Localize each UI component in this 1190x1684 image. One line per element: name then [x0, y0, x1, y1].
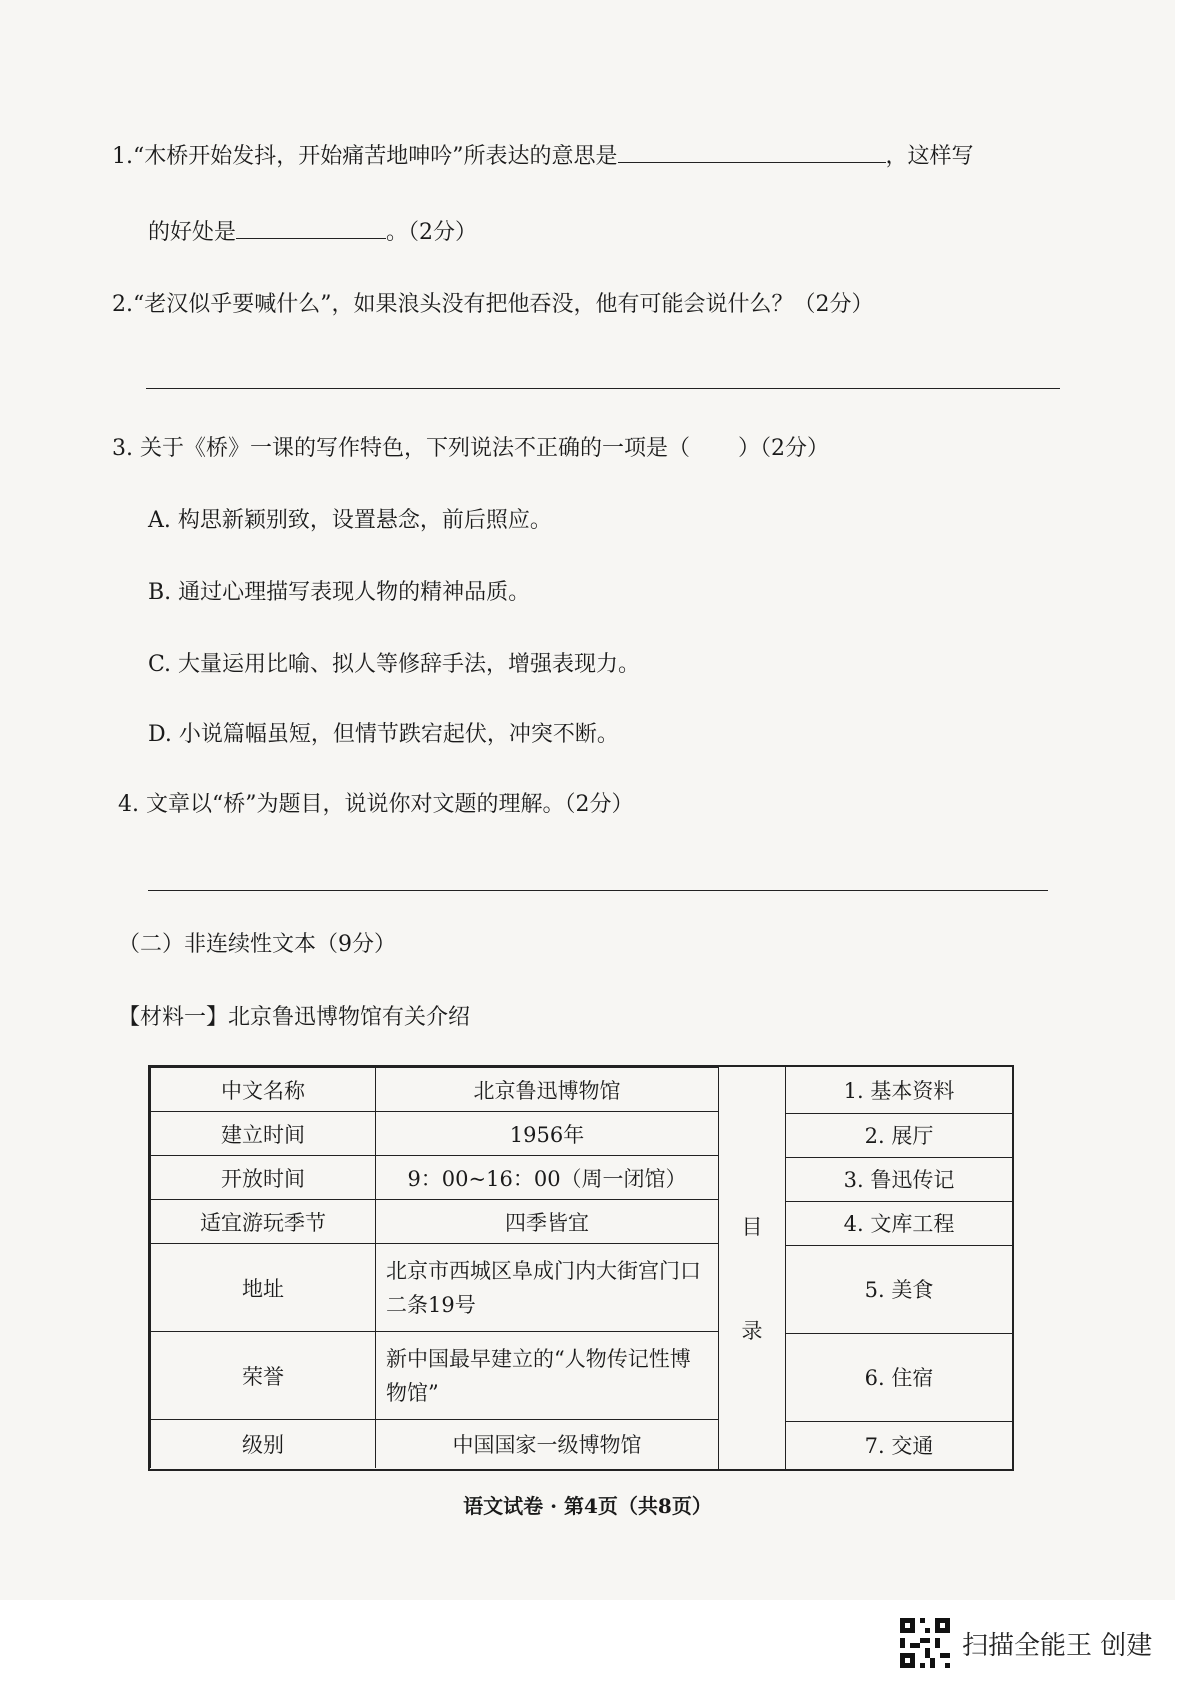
table-value: 北京鲁迅博物馆 — [376, 1068, 719, 1112]
question-3 — [112, 434, 829, 464]
table-value: 中国国家一级博物馆 — [376, 1420, 719, 1468]
toc-row — [786, 1067, 1012, 1113]
table-row — [151, 1244, 719, 1332]
table-value: 北京市西城区阜成门内大街宫门口二条19号 — [376, 1244, 719, 1332]
table-value: 新中国最早建立的“人物传记性博物馆” — [376, 1332, 719, 1420]
toc-row — [786, 1245, 1012, 1333]
table-label: 开放时间 — [151, 1156, 376, 1200]
toc-row — [786, 1333, 1012, 1421]
section-heading: （二）非连续性文本（9分） — [118, 932, 396, 957]
toc-row — [786, 1201, 1012, 1245]
museum-info-table — [148, 1065, 1014, 1471]
answer-blank-1[interactable] — [618, 140, 886, 163]
question-2: 2.“老汉似乎要喊什么”，如果浪头没有把他吞没，他有可能会说什么？（2分） — [112, 292, 874, 317]
option-b[interactable]: B. 通过心理描写表现人物的精神品质。 — [148, 580, 531, 605]
toc-item: 7. 交通 — [864, 1434, 934, 1459]
info-table — [150, 1067, 719, 1468]
table-row — [151, 1068, 719, 1112]
table-label: 适宜游玩季节 — [151, 1200, 376, 1244]
table-row — [151, 1332, 719, 1420]
material-title: 【材料一】北京鲁迅博物馆有关介绍 — [118, 1005, 471, 1030]
table-row — [151, 1200, 719, 1244]
table-label: 级别 — [151, 1420, 376, 1468]
toc-item: 5. 美食 — [786, 1245, 1012, 1333]
question-1-line-2 — [148, 216, 477, 248]
table-label: 中文名称 — [151, 1068, 376, 1112]
toc-label-column — [718, 1067, 786, 1469]
toc-item: 1. 基本资料 — [786, 1067, 1012, 1113]
toc-row — [786, 1113, 1012, 1157]
option-a[interactable]: A. 构思新颖别致，设置悬念，前后照应。 — [148, 508, 552, 533]
scanner-text: 扫描全能王 创建 — [962, 1630, 1153, 1661]
table-label: 地址 — [151, 1244, 376, 1332]
answer-line-q4[interactable] — [148, 890, 1048, 891]
answer-line-q2[interactable] — [146, 388, 1060, 389]
toc-item: 6. 住宿 — [786, 1333, 1012, 1421]
question-1-text-end: ，这样写 — [885, 144, 974, 169]
question-4: 4. 文章以“桥”为题目，说说你对文题的理解。（2分） — [118, 792, 634, 817]
answer-blank-2[interactable] — [236, 216, 386, 239]
option-d[interactable]: D. 小说篇幅虽短，但情节跌宕起伏，冲突不断。 — [148, 722, 619, 747]
question-1-line-1 — [112, 140, 974, 172]
qr-code-icon — [900, 1618, 950, 1668]
toc-label-bottom: 录 — [741, 1319, 763, 1343]
table-value: 四季皆宜 — [376, 1200, 719, 1244]
toc-item: 2. 展厅 — [786, 1113, 1012, 1157]
question-3-points: ）（2分） — [738, 436, 829, 461]
question-3-text: 3. 关于《桥》一课的写作特色，下列说法不正确的一项是（ — [112, 436, 690, 461]
table-row — [151, 1156, 719, 1200]
toc-row — [786, 1157, 1012, 1201]
table-row — [151, 1420, 719, 1468]
toc-label-top: 目 — [741, 1215, 763, 1239]
page-footer: 语文试卷 · 第4页（共8页） — [463, 1494, 712, 1518]
question-1-text: 1.“木桥开始发抖，开始痛苦地呻吟”所表达的意思是 — [112, 144, 618, 169]
question-1-text-2: 的好处是 — [148, 220, 237, 245]
toc-item: 4. 文库工程 — [786, 1201, 1012, 1245]
option-c[interactable]: C. 大量运用比喻、拟人等修辞手法，增强表现力。 — [148, 652, 641, 677]
toc-item: 3. 鲁迅传记 — [786, 1157, 1012, 1201]
table-row — [151, 1112, 719, 1156]
table-label: 荣誉 — [151, 1332, 376, 1420]
table-value: 1956年 — [376, 1112, 719, 1156]
toc-row — [786, 1421, 1012, 1469]
table-label: 建立时间 — [151, 1112, 376, 1156]
question-1-points: 。（2分） — [386, 220, 478, 245]
scanner-watermark — [900, 1618, 1152, 1668]
table-value: 9：00~16：00（周一闭馆） — [376, 1156, 719, 1200]
toc-table — [786, 1067, 1012, 1469]
